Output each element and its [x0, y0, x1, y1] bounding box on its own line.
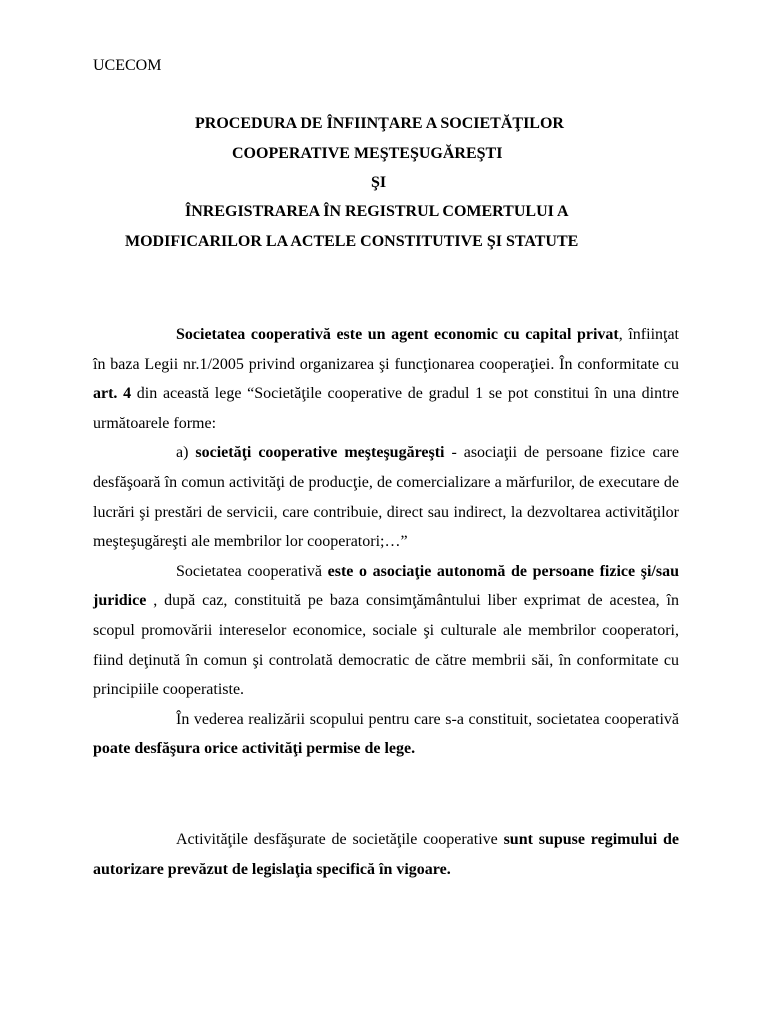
paragraph-purpose-bold: poate desfăşura orice activităţi permise de lege. [93, 740, 416, 758]
document-body [93, 320, 679, 884]
paragraph-forms-text: - asociaţii de persoane fizice care desfăşoară în comun activităţi de producţie, de comercializare a mărfurilor, de executare de lucrări şi prestări de servicii, care contribuie, direct sau indirect, la dezvoltarea activităţilor meşteşugăreşti ale membrilor lor cooperatori;…” [93, 444, 679, 551]
paragraph-association-lead: Societatea cooperativă [176, 562, 328, 580]
paragraph-association-bold: este o asociaţie autonomă de persoane fizice şi/sau juridice [93, 562, 680, 610]
document-title-line-2: COOPERATIVE MEŞTEŞUGĂREŞTI [232, 145, 503, 162]
document-title-line-4: ÎNREGISTRAREA ÎN REGISTRUL COMERTULUI A [185, 203, 569, 220]
paragraph-forms [93, 438, 679, 556]
organization-name: UCECOM [93, 57, 162, 74]
document-title-line-5: MODIFICARILOR LA ACTELE CONSTITUTIVE ŞI STATUTE [125, 233, 579, 250]
paragraph-authorization-text: Activităţile desfăşurate de societăţile cooperative [176, 830, 504, 848]
paragraph-purpose-text: În vederea realizării scopului pentru care s-a constituit, societatea cooperativă [176, 710, 679, 728]
document-title-line-3: ŞI [371, 174, 387, 191]
paragraph-definition-text: , înfiinţat în baza Legii nr.1/2005 privind organizarea şi funcţionarea cooperaţiei. În conformitate cu [93, 326, 679, 373]
paragraph-association-text: , după caz, constituită pe baza consimţământului liber exprimat de acestea, în scopul promovării intereselor economice, sociale şi culturale ale membrilor cooperatori, fiind deţinută în comun şi controlată democratic de către membrii săi, în conformitate cu principiile cooperatiste. [93, 592, 679, 699]
list-marker: a) [176, 444, 196, 462]
paragraph-authorization-bold: sunt supuse regimului de autorizare prevăzut de legislaţia specifică în vigoare. [93, 830, 679, 878]
paragraph-authorization [93, 825, 679, 884]
paragraph-definition [93, 320, 679, 438]
paragraph-definition-bold: Societatea cooperativă este un agent economic cu capital privat [176, 326, 619, 343]
paragraph-association [93, 557, 679, 705]
paragraph-definition-quote: din această lege “Societăţile cooperative de gradul 1 se pot constitui în una dintre următoarele forme: [93, 385, 679, 432]
paragraph-purpose [93, 705, 679, 764]
document-title-line-1: PROCEDURA DE ÎNFIINŢARE A SOCIETĂŢILOR [195, 115, 564, 132]
article-reference: art. 4 [93, 385, 132, 403]
paragraph-forms-bold: societăţi cooperative meşteşugăreşti [195, 444, 445, 462]
